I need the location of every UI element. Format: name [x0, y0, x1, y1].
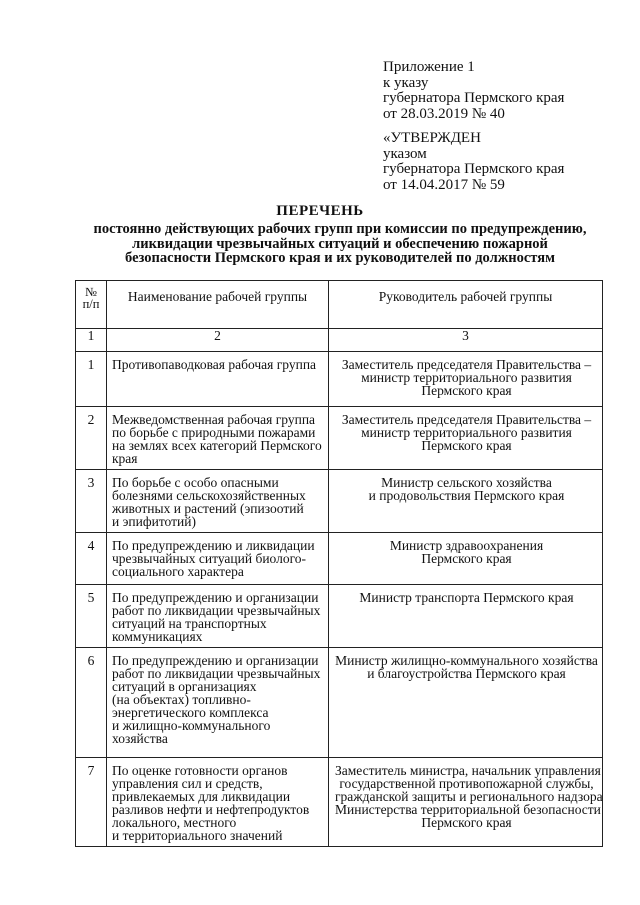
table-row — [76, 585, 603, 648]
header-group-head: Руководитель рабочей группы — [329, 281, 603, 329]
group-name-line: По предупреждению и организации — [112, 590, 319, 605]
group-name-line: социального характера — [112, 564, 244, 579]
appendix-line: губернатора Пермского края — [383, 90, 565, 106]
row-number: 3 — [76, 470, 107, 533]
appendix-line: от 28.03.2019 № 40 — [383, 105, 505, 122]
row-group-head — [329, 407, 603, 470]
group-head-line: государственной противопожарной службы, — [339, 776, 594, 791]
group-name-line: разливов нефти и нефтепродуктов — [112, 802, 310, 817]
group-name-line: болезнями сельскохозяйственных — [112, 488, 306, 503]
row-group-head — [329, 648, 603, 758]
row-group-name — [107, 352, 329, 407]
table-row — [76, 758, 603, 847]
table-row — [76, 648, 603, 758]
group-name-line: хозяйства — [112, 731, 168, 746]
group-name-line: и эпифитотий) — [112, 514, 196, 529]
row-number: 7 — [76, 758, 107, 847]
row-group-name — [107, 758, 329, 847]
row-group-name — [107, 407, 329, 470]
row-group-head — [329, 585, 603, 648]
row-group-name — [107, 533, 329, 585]
subtitle-line: ликвидации чрезвычайных ситуаций и обеспечению пожарной — [132, 235, 548, 252]
group-head-line: Пермского края — [421, 815, 512, 830]
group-head-line: Министр сельского хозяйства — [381, 475, 552, 490]
subtitle-line: безопасности Пермского края и их руководителей по должностям — [125, 250, 555, 266]
row-number: 6 — [76, 648, 107, 758]
table-row — [76, 352, 603, 407]
group-name-line: по борьбе с природными пожарами — [112, 425, 316, 440]
row-number: 1 — [76, 352, 107, 407]
group-name-line: (на объектах) топливно- — [112, 692, 251, 707]
group-head-line: и благоустройства Пермского края — [367, 666, 566, 681]
group-name-line: животных и растений (эпизоотий — [112, 501, 304, 516]
row-group-head — [329, 470, 603, 533]
group-name-line: Межведомственная рабочая группа — [112, 412, 316, 427]
row-group-head — [329, 533, 603, 585]
column-index-3: 3 — [329, 329, 603, 352]
group-name-line: По оценке готовности органов — [112, 763, 288, 778]
group-head-line: и продовольствия Пермского края — [368, 488, 565, 503]
group-head-line: Заместитель председателя Правительства – — [341, 412, 592, 427]
group-head-line: Министерства территориальной безопасности — [335, 802, 601, 817]
row-number: 5 — [76, 585, 107, 648]
group-head-line: Министр транспорта Пермского края — [359, 590, 574, 605]
group-head-line: министр территориального развития — [361, 370, 572, 385]
row-number: 4 — [76, 533, 107, 585]
group-name-line: чрезвычайных ситуаций биолого- — [112, 551, 307, 566]
appendix-line: к указу — [383, 74, 429, 91]
group-name-line: привлекаемых для ликвидации — [112, 789, 291, 804]
group-name-line: коммуникациях — [112, 629, 203, 644]
group-head-line: Пермского края — [421, 383, 512, 398]
column-index-2: 2 — [107, 329, 329, 352]
group-head-line: Заместитель министра, начальник управления — [335, 763, 601, 778]
row-group-head — [329, 352, 603, 407]
approved-line: указом — [383, 145, 427, 162]
group-name-line: работ по ликвидации чрезвычайных — [112, 603, 321, 618]
header-number — [76, 281, 107, 329]
approved-line: от 14.04.2017 № 59 — [383, 176, 505, 193]
row-group-name — [107, 585, 329, 648]
appendix-line: Приложение 1 — [383, 59, 475, 75]
header-number-abbr: п/п — [82, 297, 100, 311]
group-name-line: и жилищно-коммунального — [112, 718, 271, 733]
row-number: 2 — [76, 407, 107, 470]
column-index-row — [76, 329, 603, 352]
table-row — [76, 470, 603, 533]
table-row — [76, 533, 603, 585]
table-row — [76, 407, 603, 470]
working-groups-table — [75, 280, 603, 847]
group-head-line: Заместитель председателя Правительства – — [341, 357, 592, 372]
header-number-symbol: № — [85, 285, 97, 299]
group-head-line: Пермского края — [421, 551, 512, 566]
group-head-line: Министр жилищно-коммунального хозяйства — [335, 653, 598, 668]
subtitle-line: постоянно действующих рабочих групп при комиссии по предупреждению, — [93, 221, 587, 237]
group-name-line: управления сил и средств, — [112, 776, 263, 791]
approved-block — [383, 131, 564, 193]
column-index-1: 1 — [76, 329, 107, 352]
row-group-head — [329, 758, 603, 847]
group-name-line: ситуаций в организациях — [112, 679, 257, 694]
appendix-block — [383, 60, 564, 122]
approved-line: губернатора Пермского края — [383, 161, 565, 177]
group-name-line: По предупреждению и ликвидации — [112, 538, 315, 553]
row-group-name — [107, 648, 329, 758]
group-name-line: ситуаций на транспортных — [112, 616, 267, 631]
header-group-name: Наименование рабочей группы — [107, 281, 329, 329]
group-name-line: Противопаводковая рабочая группа — [112, 357, 317, 372]
group-name-line: и территориального значений — [112, 828, 283, 843]
group-head-line: Министр здравоохранения — [389, 538, 544, 553]
group-name-line: края — [112, 451, 138, 466]
document-title: ПЕРЕЧЕНЬ — [276, 203, 364, 219]
document-subtitle — [60, 222, 620, 266]
group-head-line: Пермского края — [421, 438, 512, 453]
group-name-line: локального, местного — [112, 815, 237, 830]
group-head-line: гражданской защиты и регионального надзора — [335, 789, 603, 804]
group-name-line: работ по ликвидации чрезвычайных — [112, 666, 321, 681]
group-name-line: энергетического комплекса — [112, 705, 269, 720]
table-header-row — [76, 281, 603, 329]
approved-line: «УТВЕРЖДЕН — [383, 130, 481, 146]
group-name-line: По борьбе с особо опасными — [112, 475, 279, 490]
group-head-line: министр территориального развития — [361, 425, 572, 440]
row-group-name — [107, 470, 329, 533]
group-name-line: на землях всех категорий Пермского — [112, 438, 322, 453]
group-name-line: По предупреждению и организации — [112, 653, 319, 668]
